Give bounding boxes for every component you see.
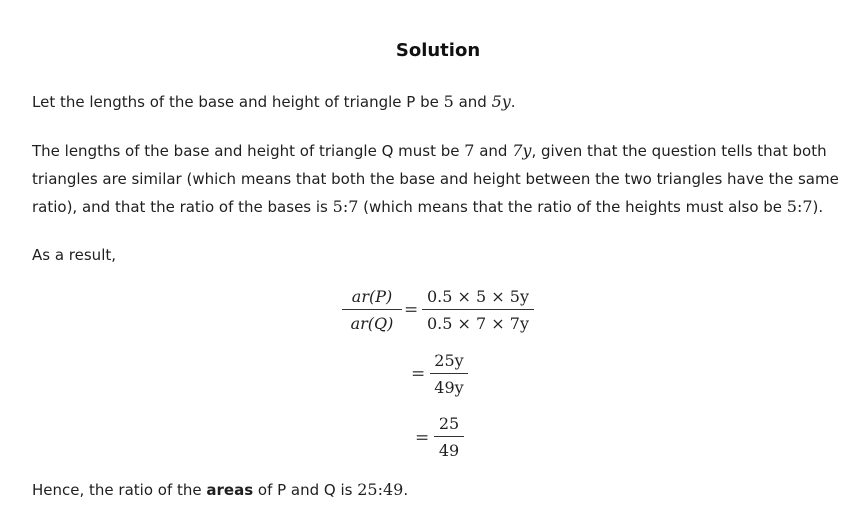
step1-denominator: 0.5 × 7 × 7y	[427, 314, 529, 333]
p2-math-ratio-heights: 5:7	[786, 197, 813, 216]
step1-fraction	[422, 287, 534, 333]
step2-numerator: 25y	[434, 351, 464, 370]
p2-math-7y: 7y	[512, 141, 532, 160]
paragraph-as-a-result	[32, 241, 847, 269]
p4-text-2: of P and Q is	[253, 481, 358, 499]
p4-math-ratio: 25:49	[357, 480, 404, 499]
p1-mid: and	[453, 93, 492, 111]
lhs-denominator: ar(Q)	[350, 314, 394, 333]
p2-text-5: ).	[812, 198, 824, 216]
p2-text-1: The lengths of the base and height of triangle Q must be	[32, 142, 465, 160]
step1-numerator: 0.5 × 5 × 5y	[427, 287, 529, 306]
lhs-numerator: ar(P)	[351, 287, 393, 306]
equals-sign-3: =	[415, 428, 430, 448]
p2-math-7: 7	[464, 141, 475, 160]
p4-text-3: .	[403, 481, 409, 499]
solution-title: Solution	[395, 40, 481, 61]
paragraph-base-height-q	[32, 137, 847, 221]
p3-text: As a result,	[32, 246, 117, 264]
lhs-fraction	[342, 287, 402, 333]
p1-math-5y: 5y	[491, 92, 511, 111]
p1-math-5: 5	[443, 92, 454, 111]
step2-denominator: 49y	[434, 378, 464, 397]
equals-sign-2: =	[411, 364, 426, 384]
paragraph-conclusion	[32, 476, 847, 504]
step3-numerator: 25	[438, 414, 460, 433]
p2-text-3: , given that the question tells that both triangles are similar (which means that both the base and height between the two triangles have the same ratio), and that the ratio of the bases is	[32, 142, 839, 216]
p2-math-ratio-bases: 5:7	[332, 197, 359, 216]
equals-sign-1: =	[404, 300, 419, 320]
p1-end: .	[510, 93, 516, 111]
step3-denominator: 49	[438, 441, 460, 460]
p2-text-2: and	[474, 142, 513, 160]
p4-text-1: Hence, the ratio of the	[32, 481, 207, 499]
paragraph-base-height-p	[32, 88, 847, 116]
step2-fraction	[430, 351, 468, 397]
step3-fraction	[434, 414, 464, 460]
p2-text-4: (which means that the ratio of the heights must also be	[358, 198, 787, 216]
p4-bold-areas: areas	[206, 481, 254, 499]
p1-text: Let the lengths of the base and height of triangle P be	[32, 93, 444, 111]
